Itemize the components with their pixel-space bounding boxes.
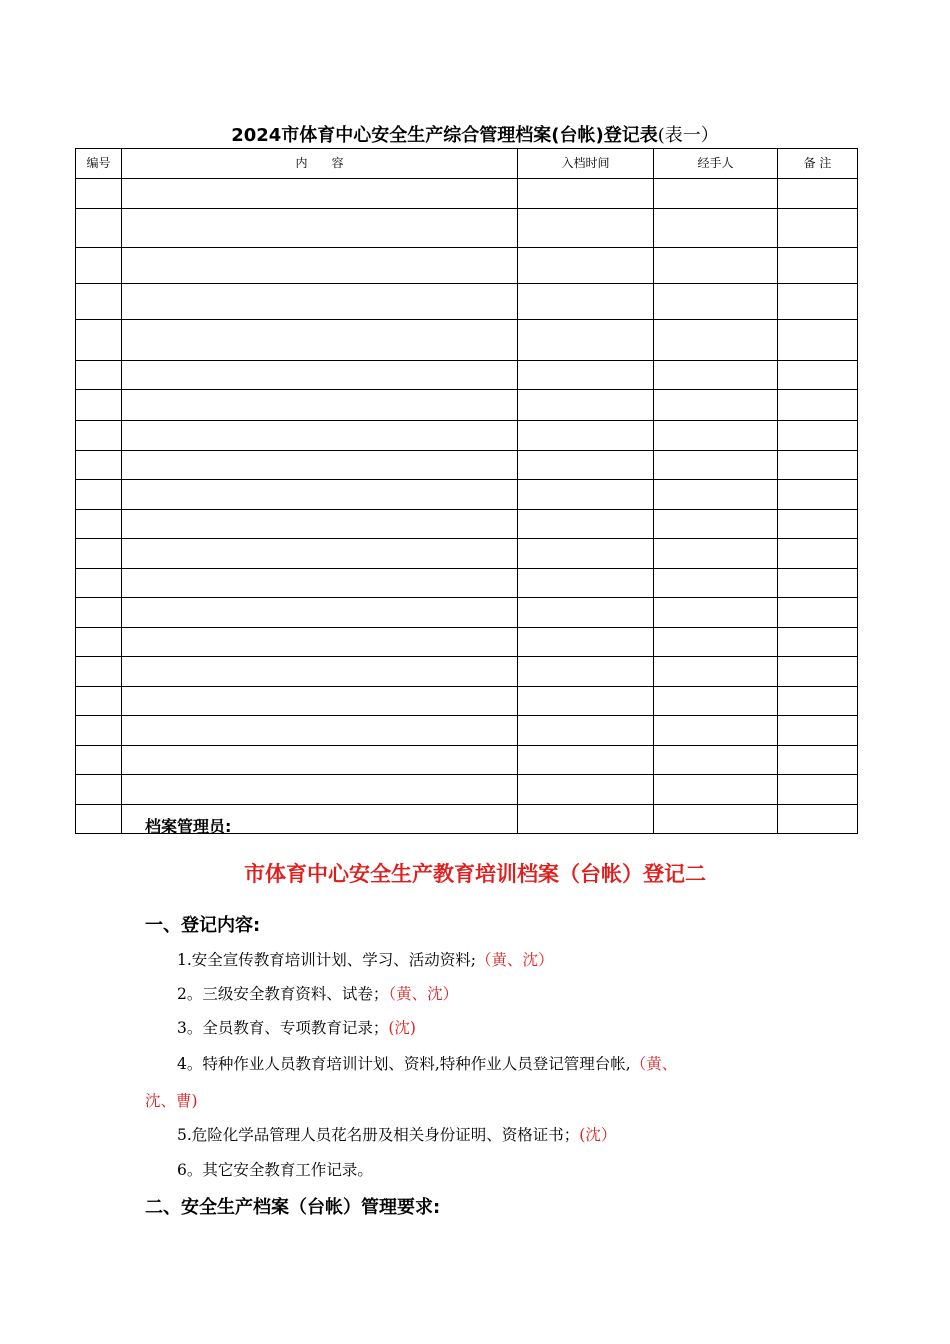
list-item: 5.危险化学品管理人员花名册及相关身份证明、资格证书；(沈） (177, 1126, 617, 1144)
table-row (76, 179, 858, 209)
table-row (76, 716, 858, 746)
table-cell[interactable] (76, 510, 122, 539)
table-cell[interactable] (76, 284, 122, 320)
table-row (76, 209, 858, 248)
table-cell[interactable] (778, 320, 858, 361)
table-cell[interactable] (518, 628, 654, 657)
archive-keeper-label: 档案管理员: (145, 817, 232, 836)
table-cell[interactable] (122, 451, 518, 480)
table-cell[interactable] (122, 510, 518, 539)
table-cell[interactable] (518, 451, 654, 480)
table-cell[interactable] (518, 480, 654, 510)
table-cell[interactable] (76, 805, 122, 834)
table-cell[interactable] (76, 179, 122, 209)
heading-management-requirements: 二、安全生产档案（台帐）管理要求: (145, 1197, 441, 1218)
table-row (76, 687, 858, 716)
table-cell[interactable] (654, 569, 778, 598)
document-title (0, 121, 950, 147)
table-cell[interactable] (518, 510, 654, 539)
table-cell[interactable] (122, 569, 518, 598)
table-cell[interactable] (518, 687, 654, 716)
table-cell[interactable] (122, 248, 518, 284)
table-row (76, 746, 858, 775)
table-cell[interactable] (654, 598, 778, 628)
table-cell[interactable] (518, 569, 654, 598)
table-row (76, 598, 858, 628)
table-cell[interactable] (122, 179, 518, 209)
table-cell[interactable] (654, 179, 778, 209)
table-cell[interactable] (76, 539, 122, 569)
table-row (76, 248, 858, 284)
table-cell[interactable] (654, 746, 778, 775)
table-cell[interactable] (76, 248, 122, 284)
table-cell[interactable] (518, 390, 654, 421)
table-cell[interactable] (654, 628, 778, 657)
table-cell[interactable] (518, 421, 654, 451)
table-cell[interactable] (76, 657, 122, 687)
table-cell[interactable] (518, 805, 654, 834)
table-cell[interactable] (654, 805, 778, 834)
list-item: 2。三级安全教育资料、试卷；（黄、沈） (177, 985, 459, 1003)
table-cell[interactable] (122, 390, 518, 421)
table-cell[interactable] (518, 179, 654, 209)
table-row (76, 361, 858, 390)
document-title-text: 2024市体育中心安全生产综合管理档案(台帐)登记表 (231, 125, 658, 146)
list-item: 6。其它安全教育工作记录。 (177, 1161, 373, 1179)
table-cell[interactable] (122, 775, 518, 805)
header-remarks: 备 注 (778, 149, 858, 179)
table-row (76, 628, 858, 657)
table-cell[interactable] (654, 390, 778, 421)
table-cell[interactable] (654, 539, 778, 569)
list-item-continuation: 沈、曹) (145, 1092, 198, 1110)
table-cell[interactable] (654, 687, 778, 716)
table-cell[interactable] (76, 361, 122, 390)
table-cell[interactable] (654, 421, 778, 451)
table-cell[interactable] (778, 628, 858, 657)
table-row (76, 569, 858, 598)
table-cell[interactable] (778, 284, 858, 320)
table-cell[interactable] (76, 569, 122, 598)
table-cell[interactable] (654, 716, 778, 746)
table-cell[interactable] (778, 657, 858, 687)
table-cell[interactable] (122, 628, 518, 657)
table-cell[interactable] (76, 598, 122, 628)
table-cell[interactable] (76, 687, 122, 716)
table-cell[interactable] (778, 209, 858, 248)
table-row (76, 657, 858, 687)
table-cell[interactable] (518, 320, 654, 361)
table-cell[interactable] (518, 657, 654, 687)
table-row (76, 421, 858, 451)
list-item: 3。全员教育、专项教育记录；(沈) (177, 1019, 416, 1037)
table-cell[interactable] (778, 510, 858, 539)
table-cell[interactable] (778, 746, 858, 775)
table-row (76, 390, 858, 421)
table-cell[interactable] (778, 480, 858, 510)
table-cell[interactable] (654, 361, 778, 390)
table-cell[interactable] (778, 248, 858, 284)
table-cell[interactable] (778, 598, 858, 628)
table-cell[interactable] (122, 716, 518, 746)
table-cell[interactable] (76, 746, 122, 775)
table-cell[interactable] (518, 598, 654, 628)
table-cell[interactable] (518, 716, 654, 746)
table-cell[interactable] (76, 209, 122, 248)
table-cell[interactable] (778, 421, 858, 451)
table-cell[interactable] (654, 284, 778, 320)
table-cell[interactable] (122, 746, 518, 775)
table-cell[interactable] (518, 539, 654, 569)
header-filing-time: 入档时间 (518, 149, 654, 179)
header-handler: 经手人 (654, 149, 778, 179)
table-cell[interactable] (654, 451, 778, 480)
table-cell[interactable] (122, 480, 518, 510)
table-cell[interactable] (76, 775, 122, 805)
table-cell[interactable] (654, 248, 778, 284)
table-cell[interactable] (654, 510, 778, 539)
table-cell[interactable] (122, 421, 518, 451)
table-row (76, 539, 858, 569)
table-cell[interactable] (122, 320, 518, 361)
table-cell[interactable] (518, 248, 654, 284)
table-cell[interactable] (778, 775, 858, 805)
table-cell[interactable] (778, 361, 858, 390)
table-cell[interactable] (654, 775, 778, 805)
table-cell[interactable] (654, 320, 778, 361)
table-row (76, 320, 858, 361)
table-cell[interactable] (778, 569, 858, 598)
table-cell[interactable] (76, 628, 122, 657)
table-body (76, 179, 858, 834)
table-cell[interactable] (76, 480, 122, 510)
heading-registration-content: 一、登记内容: (145, 915, 261, 936)
document-title-suffix: (表一） (657, 125, 719, 146)
table-row (76, 284, 858, 320)
table-cell[interactable] (122, 209, 518, 248)
table-cell[interactable] (122, 687, 518, 716)
header-content: 内 容 (122, 149, 518, 179)
table-cell[interactable] (778, 539, 858, 569)
table-cell[interactable] (122, 284, 518, 320)
table-cell[interactable] (778, 687, 858, 716)
table-row (76, 451, 858, 480)
list-item: 1.安全宣传教育培训计划、学习、活动资料;（黄、沈） (177, 951, 554, 969)
table-cell[interactable] (122, 539, 518, 569)
table-cell[interactable] (122, 598, 518, 628)
table-cell[interactable] (654, 480, 778, 510)
table-cell[interactable] (122, 361, 518, 390)
table-cell[interactable] (654, 209, 778, 248)
table-row (76, 480, 858, 510)
header-number: 编号 (76, 149, 122, 179)
table-row (76, 510, 858, 539)
table-cell[interactable] (122, 657, 518, 687)
table-cell[interactable] (518, 775, 654, 805)
table-cell[interactable] (76, 390, 122, 421)
table-cell[interactable] (778, 805, 858, 834)
table-cell[interactable] (518, 746, 654, 775)
table-cell[interactable] (518, 284, 654, 320)
table-cell[interactable] (76, 320, 122, 361)
table-header-row (76, 149, 858, 179)
table-cell[interactable] (654, 657, 778, 687)
table-cell[interactable] (778, 390, 858, 421)
table-row (76, 775, 858, 805)
table-cell[interactable] (518, 209, 654, 248)
table-cell[interactable] (778, 179, 858, 209)
table-cell[interactable] (76, 716, 122, 746)
table-cell[interactable] (76, 451, 122, 480)
registration-table (75, 148, 858, 834)
section-title-education: 市体育中心安全生产教育培训档案（台帐）登记二 (244, 862, 706, 886)
list-item: 4。特种作业人员教育培训计划、资料,特种作业人员登记管理台帐,（黄、 (177, 1055, 678, 1073)
table-cell[interactable] (778, 451, 858, 480)
table-cell[interactable] (76, 421, 122, 451)
table-cell[interactable] (518, 361, 654, 390)
table-cell[interactable] (778, 716, 858, 746)
